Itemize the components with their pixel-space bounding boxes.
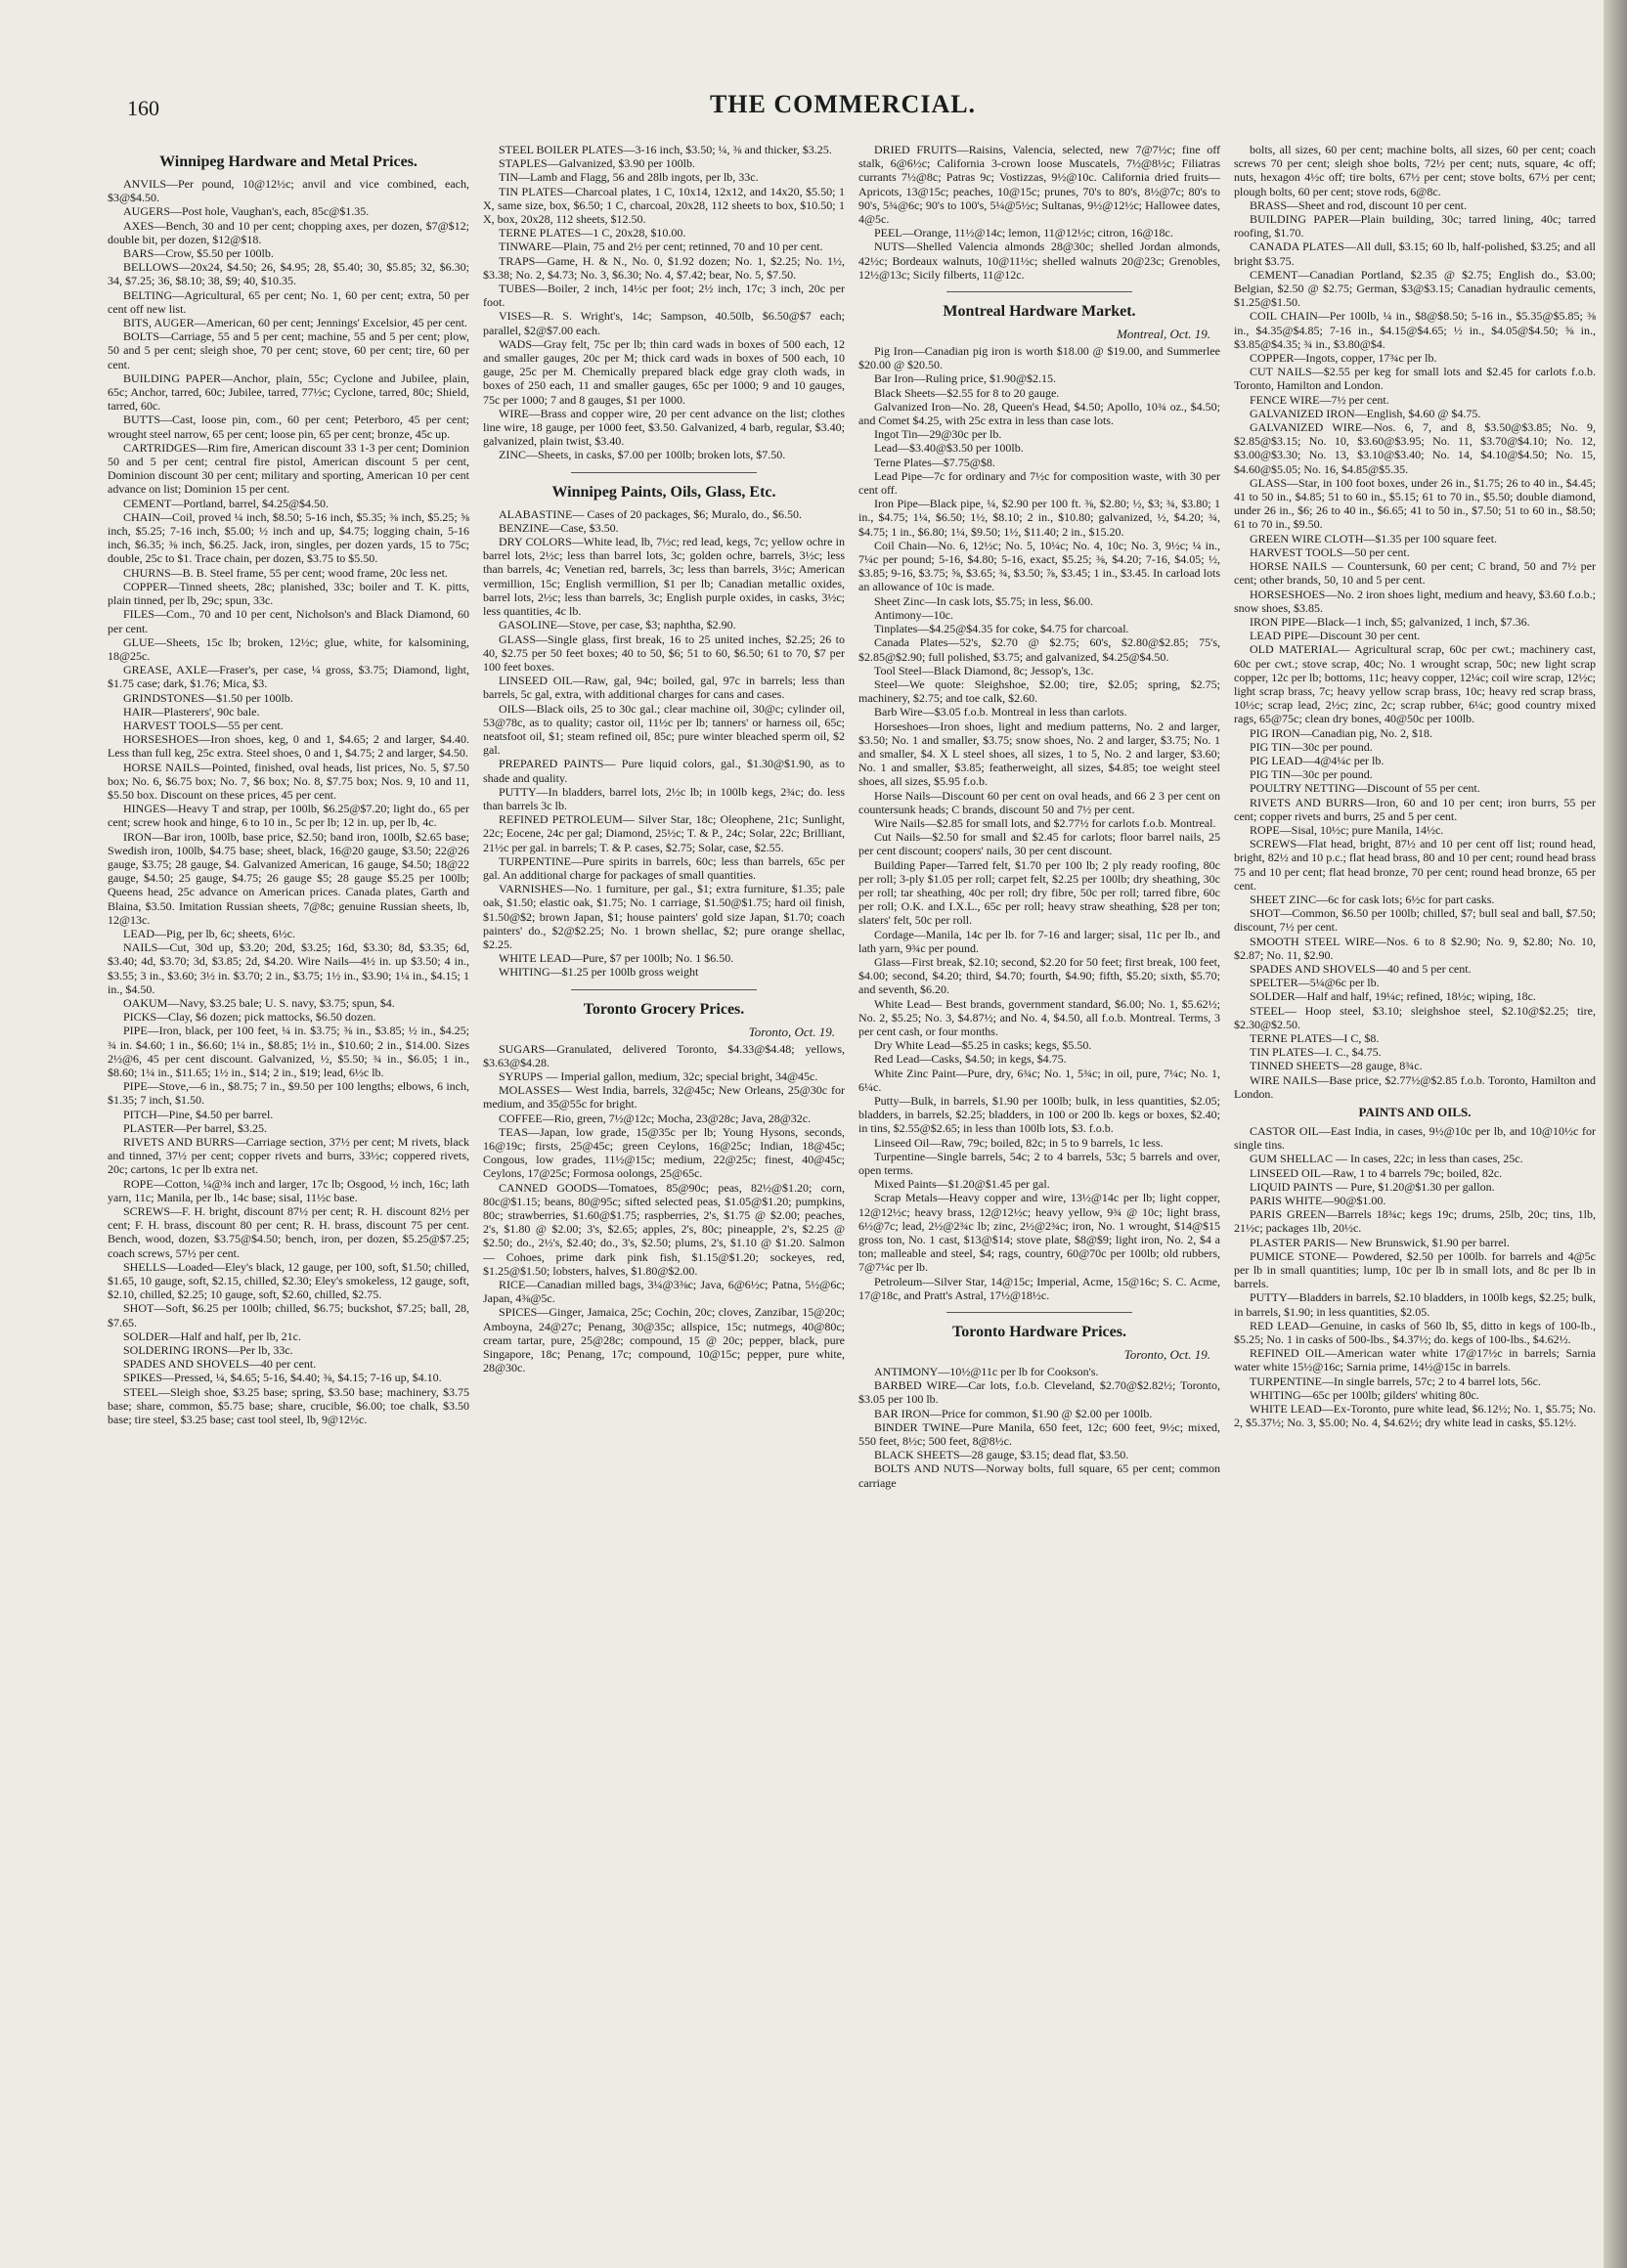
price-entry: HARVEST TOOLS—50 per cent. bbox=[1250, 545, 1410, 559]
price-entry: TIN PLATES—I. C., $4.75. bbox=[1250, 1045, 1382, 1060]
price-entry: Terne Plates—$7.75@$8. bbox=[874, 455, 995, 469]
price-entry: STEEL—Sleigh shoe, $3.25 base; spring, $3.50 base; machinery, $3.75 base; share, common, $5.75 base; share, crucible, $6.00; toe chalk, $3.50 base; tire steel, $3.25 base; cast tool steel, lb, 9@12½c. bbox=[108, 1384, 469, 1427]
price-entry: SPELTER—5¼@6c per lb. bbox=[1250, 976, 1380, 990]
price-entry: BINDER TWINE—Pure Manila, 650 feet, 12c; 600 feet, 9½c; mixed, 550 feet, 8½c; 500 feet, 8@8½c. bbox=[858, 1419, 1220, 1449]
price-entry: Lead—$3.40@$3.50 per 100lb. bbox=[874, 441, 1024, 456]
price-entry: STEEL BOILER PLATES—3-16 inch, $3.50; ¼, ⅜ and thicker, $3.25. bbox=[499, 143, 832, 156]
price-entry: Barb Wire—$3.05 f.o.b. Montreal in less than carlots. bbox=[874, 705, 1127, 720]
section-divider bbox=[946, 291, 1132, 292]
price-entry: OAKUM—Navy, $3.25 bale; U. S. navy, $3.75; spun, $4. bbox=[123, 995, 395, 1010]
price-entry: GLASS—Single glass, first break, 16 to 25 united inches, $2.25; 26 to 40, $2.75 per 50 feet boxes; 40 to 50, $6; 51 to 60, $6.50; 61 to 70, $7 per 100 feet boxes. bbox=[483, 632, 845, 674]
price-entry: PEEL—Orange, 11½@14c; lemon, 11@12½c; citron, 16@18c. bbox=[874, 226, 1173, 240]
price-entry: CASTOR OIL—East India, in cases, 9½@10c per lb, and 10@10½c for single tins. bbox=[1234, 1124, 1596, 1153]
price-entry: Sheet Zinc—In cask lots, $5.75; in less, $6.00. bbox=[874, 593, 1093, 608]
column-3 bbox=[858, 143, 1220, 2245]
price-entry: Wire Nails—$2.85 for small lots, and $2.77½ for carlots f.o.b. Montreal. bbox=[874, 815, 1216, 830]
price-entry: ALABASTINE— Cases of 20 packages, $6; Muralo, do., $6.50. bbox=[499, 506, 802, 521]
price-entry: HORSE NAILS — Countersunk, 60 per cent; C brand, 50 and 7½ per cent; other brands, 50, 10 and 5 per cent. bbox=[1234, 559, 1596, 588]
price-entry: SPADES AND SHOVELS—40 and 5 per cent. bbox=[1250, 961, 1472, 976]
price-entry: HORSESHOES—Iron shoes, keg, 0 and 1, $4.65; 2 and larger, $4.40. Less than full keg, 25c extra. Steel shoes, 0 and 1, $4.75; 2 and larger, $4.50. bbox=[108, 732, 469, 761]
section-title-paints-oils: PAINTS AND OILS. bbox=[1358, 1105, 1472, 1120]
price-entry: SPICES—Ginger, Jamaica, 25c; Cochin, 20c; cloves, Zanzibar, 15@20c; Amboyna, 24@27c; Penang, 30@35c; allspice, 15c; nutmegs, 40@80c; cream tartar, pure, 25@28c; compound, 15 @ 20c; pepper, black, pure Singapore, 18c; Penang, 17c; compound, 10@15c; pepper, pure white, 28@30c. bbox=[483, 1305, 845, 1375]
price-entry: CANADA PLATES—All dull, $3.15; 60 lb, half-polished, $3.25; and all bright $3.75. bbox=[1234, 240, 1596, 268]
price-entry: SPADES AND SHOVELS—40 per cent. bbox=[123, 1357, 317, 1372]
price-entry: PICKS—Clay, $6 dozen; pick mattocks, $6.50 dozen. bbox=[123, 1010, 376, 1025]
journal-title: THE COMMERCIAL. bbox=[709, 90, 977, 118]
price-entry: WHITE LEAD—Ex-Toronto, pure white lead, $6.12½; No. 1, $5.75; No. 2, $5.37½; No. 3, $5.00; No. 4, $4.62½; dry white lead in casks, $5.12½. bbox=[1234, 1402, 1596, 1430]
price-entry: HORSE NAILS—Pointed, finished, oval heads, list prices, No. 5, $7.50 box; No. 6, $6.75 box; No. 7, $6 box; No. 8, $7.75 box; Nos. 9, 10 and 11, $5.50 box. Discount on these prices, 45 per cent. bbox=[108, 760, 469, 802]
price-entry: PUTTY—Bladders in barrels, $2.10 bladders, in 100lb kegs, $2.25; bulk, in barrels, $1.90; in less quantities, $2.05. bbox=[1234, 1290, 1596, 1319]
price-entry: BITS, AUGER—American, 60 per cent; Jennings' Excelsior, 45 per cent. bbox=[123, 316, 467, 330]
section-toronto-hardware bbox=[858, 1365, 1220, 1490]
price-entry: REFINED PETROLEUM— Silver Star, 18c; Oleophene, 21c; Sunlight, 22c; Eocene, 24c per gal; Diamond, 25½c; T. & P., 24c; Solar, 22c; Brilliant, 21½c per gal. in barrels; T. & P. cases, $2.75; Solar, case, $2.55. bbox=[483, 812, 845, 854]
price-entry: Lead Pipe—7c for ordinary and 7½c for composition waste, with 30 per cent off. bbox=[858, 468, 1220, 498]
column-1 bbox=[108, 143, 469, 2245]
price-entry: RIVETS AND BURRS—Iron, 60 and 10 per cent; iron burrs, 55 per cent; copper rivets and burrs, 25 and 5 per cent. bbox=[1234, 795, 1596, 823]
price-entry: Red Lead—Casks, $4.50; in kegs, $4.75. bbox=[874, 1052, 1067, 1067]
price-entry: CEMENT—Canadian Portland, $2.35 @ $2.75; English do., $3.00; Belgian, $2.50 @ $2.75; German, $3@$3.15; Canadian hydraulic cements, $1.25@$1.50. bbox=[1234, 267, 1596, 310]
section-winnipeg-hardware-continued bbox=[483, 143, 845, 462]
price-entry: BLACK SHEETS—28 gauge, $3.15; dead flat, $3.50. bbox=[874, 1448, 1129, 1462]
price-entry: BOLTS—Carriage, 55 and 5 per cent; machine, 55 and 5 per cent; plow, 50 and 5 per cent; sleigh shoe, 70 per cent; stove, 60 per cent; tire, 60 per cent. bbox=[108, 329, 469, 371]
price-entry: SCREWS—Flat head, bright, 87½ and 10 per cent off list; round head, bright, 82½ and 10 p.c.; flat head brass, 80 and 10 per cent; round head brass 75 and 10 per cent; flat head bronze, 70 per cent; round head bronze, 65 per cent. bbox=[1234, 837, 1596, 893]
dateline-montreal: Montreal, Oct. 19. bbox=[1117, 327, 1210, 342]
price-entry: ROPE—Cotton, ¼@¾ inch and larger, 17c lb; Osgood, ½ inch, 16c; lath yarn, 11c; Manila, per lb., 14c base; sisal, 11½c base. bbox=[108, 1176, 469, 1204]
price-entry: White Lead— Best brands, government standard, $6.00; No. 1, $5.62½; No. 2, $5.25; No. 3, $4.87½; and No. 4, $4.50, all f.o.b. Montreal. Terms, 3 per cent cash, or four months. bbox=[858, 996, 1220, 1038]
dateline-toronto-grocery: Toronto, Oct. 19. bbox=[748, 1024, 835, 1039]
price-entry: LEAD—Pig, per lb, 6c; sheets, 6½c. bbox=[123, 926, 295, 940]
price-entry: CHURNS—B. B. Steel frame, 55 per cent; wood frame, 20c less net. bbox=[123, 565, 448, 580]
price-entry: SOLDER—Half and half, per lb, 21c. bbox=[123, 1329, 301, 1343]
price-entry: WIRE NAILS—Base price, $2.77½@$2.85 f.o.b. Toronto, Hamilton and London. bbox=[1234, 1072, 1596, 1101]
price-entry: Black Sheets—$2.55 for 8 to 20 gauge. bbox=[874, 385, 1060, 400]
section-divider bbox=[571, 989, 757, 990]
price-entry: bolts, all sizes, 60 per cent; machine bolts, all sizes, 60 per cent; coach screws 70 per cent; sleigh shoe bolts, 72½ per cent; nuts, square, 4c off; nuts, hexagon 4½c off; tire bolts, 67½ per cent; stove bolts, 67½ per cent; plough bolts, 60 per cent; stove rods, 6@8c. bbox=[1234, 143, 1596, 198]
price-entry: TUBES—Boiler, 2 inch, 14½c per foot; 2½ inch, 17c; 3 inch, 20c per foot. bbox=[483, 282, 845, 310]
page-header bbox=[117, 90, 1568, 129]
price-entry: ROPE—Sisal, 10½c; pure Manila, 14½c. bbox=[1250, 822, 1444, 837]
article-columns bbox=[108, 143, 1604, 2245]
section-divider bbox=[946, 1312, 1132, 1313]
price-entry: CANNED GOODS—Tomatoes, 85@90c; peas, 82½@$1.20; corn, 80c@$1.15; beans, 80@95c; sifted selected peas, $1.05@$1.20; pumpkins, 80c; strawberries, $1.60@$1.75; raspberries, 2's, $1.75 @ $2.00; peaches, 2's, $1.80 @ $2.00; 3's, $2.65; apples, 2's, 80c; pineapple, 2's, $2.25 @ $2.50; do., 2½'s, $2.40; do., 3's, $2.50; plums, 2's, $1.10 @ $1.20. Salmon — Cohoes, prime dark pink fish, $1.15@$1.20; sockeyes, red, $1.25@$1.50; lobsters, halves, $1.80@$2.00. bbox=[483, 1180, 845, 1278]
section-title-montreal-hardware: Montreal Hardware Market. bbox=[943, 303, 1136, 321]
price-entry: PARIS GREEN—Barrels 18¾c; kegs 19c; drums, 25lb, 20c; tins, 1lb, 21½c; packages 1lb, 20½c. bbox=[1234, 1207, 1596, 1236]
price-entry: TRAPS—Game, H. & N., No. 0, $1.92 dozen; No. 1, $2.25; No. 1½, $3.38; No. 2, $4.73; No. 3, $6.30; No. 4, $7.42; bear, No. 5, $7.50. bbox=[483, 253, 845, 282]
price-entry: Galvanized Iron—No. 28, Queen's Head, $4.50; Apollo, 10¾ oz., $4.50; and Comet $4.25, with 25c extra in less than case lots. bbox=[858, 399, 1220, 428]
price-entry: SCREWS—F. H. bright, discount 87½ per cent; R. H. discount 82½ per cent; F. H. brass, discount 80 per cent; R. H. brass, discount 75 per cent. Bench, wood, dozen, $3.75@$4.50; bench, iron, per dozen, $5.25@$7.25; coach screws, 57½ per cent. bbox=[108, 1204, 469, 1260]
price-entry: GLASS—Star, in 100 foot boxes, under 26 in., $1.75; 26 to 40 in., $4.45; 41 to 50 in., $4.85; 51 to 60 in., $5.15; 61 to 70 in., $5.50; double diamond, under 26 in., $6; 26 to 40 in., $6.65; 41 to 50 in., $7.50; 51 to 60 in., $8.50; 61 to 70 in., $9.50. bbox=[1234, 475, 1596, 532]
price-entry: COPPER—Tinned sheets, 28c; planished, 33c; boiler and T. K. pitts, plain tinned, per lb, 29c; spun, 33c. bbox=[108, 579, 469, 608]
column-2 bbox=[483, 143, 845, 2245]
price-entry: PITCH—Pine, $4.50 per barrel. bbox=[123, 1107, 274, 1121]
price-entry: White Zinc Paint—Pure, dry, 6¾c; No. 1, 5¾c; in oil, pure, 7¼c; No. 1, 6¼c. bbox=[858, 1066, 1220, 1094]
section-toronto-grocery bbox=[483, 1042, 845, 1375]
price-entry: Petroleum—Silver Star, 14@15c; Imperial, Acme, 15@16c; S. C. Acme, 17@18c, and Pratt's Astral, 17½@18½c. bbox=[858, 1274, 1220, 1302]
price-entry: Building Paper—Tarred felt, $1.70 per 100 lb; 2 ply ready roofing, 80c per roll; 3-ply $1.05 per roll; carpet felt, $2.25 per 100lb; dry sheathing, 30c per roll; tar sheathing, 40c per roll; dry fibre, 50c per roll; tarred fibre, 60c per roll; O.K. and I.X.L., 65c per roll; heavy straw sheathing, $28 per ton; slaters' felt, 50c per roll. bbox=[858, 857, 1220, 928]
price-entry: SOLDER—Half and half, 19¼c; refined, 18½c; wiping, 18c. bbox=[1250, 989, 1536, 1004]
price-entry: COFFEE—Rio, green, 7½@12c; Mocha, 23@28c; Java, 28@32c. bbox=[499, 1111, 812, 1125]
price-entry: GREASE, AXLE—Fraser's, per case, ¼ gross, $3.75; Diamond, light, $1.75 case; dark, $1.76; Mica, $3. bbox=[108, 663, 469, 691]
section-winnipeg-hardware bbox=[108, 177, 469, 1426]
price-entry: BOLTS AND NUTS—Norway bolts, full square, 65 per cent; common carriage bbox=[858, 1461, 1220, 1490]
section-dried-fruits bbox=[858, 143, 1220, 282]
price-entry: HAIR—Plasterers', 90c bale. bbox=[123, 704, 260, 719]
price-entry: BELLOWS—20x24, $4.50; 26, $4.95; 28, $5.40; 30, $5.85; 32, $6.30; 34, $7.25; 36, $8.10; 38, $9; 40, $10.35. bbox=[108, 260, 469, 288]
price-entry: SMOOTH STEEL WIRE—Nos. 6 to 8 $2.90; No. 9, $2.80; No. 10, $2.87; No. 11, $2.90. bbox=[1234, 934, 1596, 962]
price-entry: Tool Steel—Black Diamond, 8c; Jessop's, 13c. bbox=[874, 663, 1094, 677]
price-entry: TINNED SHEETS—28 gauge, 8¾c. bbox=[1250, 1059, 1423, 1073]
price-entry: IRON—Bar iron, 100lb, base price, $2.50; band iron, 100lb, $2.65 base; Swedish iron, 100lb, $4.75 base; sheet, black, 16@20 gauge, $3.50; 22@26 gauge, $3.75; 28 gauge, $4. Galvanized American, 16 gauge, $4.50; 18@22 gauge, $4.50; 25 gauge, $4.75; 26 gauge $5; 28 gauge $5.25 per 100lb; Queens head, 25c advance on American prices. Canada plates, Garth and Blaina, $3.50. Imitation Russian sheets, 7@8c; genuine Russian sheets, lb, 12@13c. bbox=[108, 829, 469, 927]
price-entry: PIG TIN—30c per pound. bbox=[1250, 739, 1373, 754]
price-entry: GLUE—Sheets, 15c lb; broken, 12½c; glue, white, for kalsomining, 18@25c. bbox=[108, 634, 469, 663]
price-entry: Coil Chain—No. 6, 12½c; No. 5, 10¼c; No. 4, 10c; No. 3, 9½c; ¼ in., 7¼c per pound; 5-16, $4.80; 5-16, exact, $5.25; ⅜, $4.20; 7-16, $4.05; ½, $3.85; 9-16, $3.75; ⅝, $3.65; ¾, $3.50; ⅞, $3.45; 1 in., $3.45. In carload lots an allowance of 10c is made. bbox=[858, 538, 1220, 594]
price-entry: LINSEED OIL—Raw, gal, 94c; boiled, gal, 97c in barrels; less than barrels, 5c gal, extra, with additional charges for cans and cases. bbox=[483, 674, 845, 702]
price-entry: Canada Plates—52's, $2.70 @ $2.75; 60's, $2.80@$2.85; 75's, $2.85@$2.90; full polished, $3.75; and galvanized, $4.25@$4.50. bbox=[858, 635, 1220, 664]
price-entry: PIPE—Iron, black, per 100 feet, ¼ in. $3.75; ⅜ in., $3.85; ½ in., $4.25; ¾ in. $4.60; 1 in., $6.60; 1¼ in., $8.85; 1½ in., $10.60; 2 in., $14.00. Sizes 2½@6, 45 per cent discount. Galvanized, ½, $5.50; ¾ in., $6.05; 1 in., $8.60; 1¼ in., $11.65; 1½ in., $14; 2 in., $19; lead, 6½c lb. bbox=[108, 1024, 469, 1079]
page-number: 160 bbox=[127, 96, 159, 120]
price-entry: FENCE WIRE—7½ per cent. bbox=[1250, 392, 1389, 407]
price-entry: HORSESHOES—No. 2 iron shoes light, medium and heavy, $3.60 f.o.b.; snow shoes, $3.85. bbox=[1234, 587, 1596, 615]
price-entry: HARVEST TOOLS—55 per cent. bbox=[123, 718, 284, 732]
price-entry: TURPENTINE—Pure spirits in barrels, 60c; less than barrels, 65c per gal. An additional charge for packages of small quantities. bbox=[483, 853, 845, 882]
section-title-winnipeg-hardware: Winnipeg Hardware and Metal Prices. bbox=[159, 153, 418, 170]
price-entry: Cut Nails—$2.50 for small and $2.45 for carlots; floor barrel nails, 25 per cent discount; coopers' nails, 30 per cent discount. bbox=[858, 830, 1220, 858]
price-entry: SHEET ZINC—6c for cask lots; 6½c for part casks. bbox=[1250, 892, 1495, 906]
price-entry: FILES—Com., 70 and 10 per cent, Nicholson's and Black Diamond, 60 per cent. bbox=[108, 607, 469, 635]
price-entry: PIG IRON—Canadian pig, No. 2, $18. bbox=[1250, 725, 1432, 740]
price-entry: COPPER—Ingots, copper, 17¾c per lb. bbox=[1250, 351, 1437, 366]
price-entry: PLASTER PARIS— New Brunswick, $1.90 per barrel. bbox=[1250, 1235, 1510, 1249]
price-entry: Dry White Lead—$5.25 in casks; kegs, $5.50. bbox=[874, 1038, 1092, 1053]
price-entry: SUGARS—Granulated, delivered Toronto, $4.33@$4.48; yellows, $3.63@$4.28. bbox=[483, 1041, 845, 1069]
price-entry: Pig Iron—Canadian pig iron is worth $18.00 @ $19.00, and Summerlee $20.00 @ $20.50. bbox=[858, 344, 1220, 372]
price-entry: HINGES—Heavy T and strap, per 100lb, $6.25@$7.20; light do., 65 per cent; screw hook and hinge, 6 to 10 in., 5c per lb; 12 in. up, per lb, 4c. bbox=[108, 802, 469, 830]
price-entry: TERNE PLATES—I C, $8. bbox=[1250, 1031, 1380, 1045]
price-entry: DRIED FRUITS—Raisins, Valencia, selected, new 7@7½c; fine off stalk, 6@6½c; California 3-crown loose Muscatels, 7½@8½c; Filiatras currants 7½@8c; Patras 9c; Vostizzas, 9½@10c. California dried fruits—Apricots, 13@15c; peaches, 10@15c; prunes, 70's to 80's, 8½@7c; 80's to 90's, 5¾@6c; 90's to 100's, 5¼@5½c; Sultanas, 9½@12½c; Hallowee dates, 4@5c. bbox=[858, 143, 1220, 227]
price-entry: Linseed Oil—Raw, 79c; boiled, 82c; in 5 to 9 barrels, 1c less. bbox=[874, 1135, 1164, 1150]
price-entry: PLASTER—Per barrel, $3.25. bbox=[123, 1120, 267, 1135]
price-entry: CUT NAILS—$2.55 per keg for small lots and $2.45 for carlots f.o.b. Toronto, Hamilton and London. bbox=[1234, 365, 1596, 393]
price-entry: SPIKES—Pressed, ¼, $4.65; 5-16, $4.40; ⅜, $4.15; 7-16 up, $4.10. bbox=[123, 1371, 442, 1385]
price-entry: PIPE—Stove,—6 in., $8.75; 7 in., $9.50 per 100 lengths; elbows, 6 inch, $1.35; 7 inch, $1.50. bbox=[108, 1079, 469, 1108]
price-entry: NAILS—Cut, 30d up, $3.20; 20d, $3.25; 16d, $3.30; 8d, $3.35; 6d, $3.40; 4d, $3.70; 3d, $3.85; 2d, $4.20. Wire Nails—4½ in. up $3.50; 4 in., $3.55; 3 in., $3.60; 3½ in. $3.70; 2 in., $3.75; 1½ in., $3.90; 1¼ in., $4.15; 1 in., $4.50. bbox=[108, 940, 469, 996]
price-entry: Putty—Bulk, in barrels, $1.90 per 100lb; bulk, in less quantities, $2.05; bladders, in barrels, $2.25; bladders, in 100 or 200 lb. kegs or boxes, $2.40; in tins, $2.55@$2.65; in less than 100lb lots, $3. f.o.b. bbox=[858, 1094, 1220, 1136]
price-entry: SOLDERING IRONS—Per lb, 33c. bbox=[123, 1343, 293, 1358]
price-entry: TIN—Lamb and Flagg, 56 and 28lb ingots, per lb, 33c. bbox=[499, 170, 759, 185]
price-entry: CEMENT—Portland, barrel, $4.25@$4.50. bbox=[123, 496, 330, 510]
price-entry: BARS—Crow, $5.50 per 100lb. bbox=[123, 246, 274, 261]
price-entry: Mixed Paints—$1.20@$1.45 per gal. bbox=[874, 1177, 1050, 1192]
price-entry: GALVANIZED WIRE—Nos. 6, 7, and 8, $3.50@$3.85; No. 9, $2.85@$3.15; No. 10, $3.60@$3.95; No. 11, $3.70@$4.10; No. 12, $3.00@$3.30; No. 13, $3.10@$3.40; No. 14, $4.10@$4.50; No. 15, $4.60@$5.05; No. 16, $4.85@$5.35. bbox=[1234, 420, 1596, 476]
price-entry: NUTS—Shelled Valencia almonds 28@30c; shelled Jordan almonds, 42½c; Bordeaux walnuts, 10@11½c; shelled walnuts 20@23c; Grenobles, 12½@13c; Sicily filberts, 11@12c. bbox=[858, 240, 1220, 282]
column-4 bbox=[1234, 143, 1596, 2245]
price-entry: PUMICE STONE— Powdered, $2.50 per 100lb. for barrels and 4@5c per lb in small quantities; lump, 10c per lb in small lots, and 8c per lb in barrels. bbox=[1234, 1248, 1596, 1291]
price-entry: GUM SHELLAC — In cases, 22c; in less than cases, 25c. bbox=[1250, 1152, 1523, 1166]
price-entry: WHITING—$1.25 per 100lb gross weight bbox=[499, 965, 699, 980]
price-entry: MOLASSES— West India, barrels, 32@45c; New Orleans, 25@30c for medium, and 35@55c for bright. bbox=[483, 1083, 845, 1112]
section-title-toronto-grocery: Toronto Grocery Prices. bbox=[583, 1000, 745, 1018]
price-entry: DRY COLORS—White lead, lb, 7½c; red lead, kegs, 7c; yellow ochre in barrel lots, 2½c; less than barrel lots, 3c; golden ochre, barrels, 3½c; less than barrels, 4c; Venetian red, barrels, 3c; less than barrels, 3½c; American vermillion, 15c; English vermillion, $1 per lb; Canadian metallic oxides, barrel lots, 2½c; less than barrels, 3c; English purple oxides, in casks, 3½c; less quantities, 4c lb. bbox=[483, 535, 845, 619]
price-entry: BARBED WIRE—Car lots, f.o.b. Cleveland, $2.70@$2.82½; Toronto, $3.05 per 100 lb. bbox=[858, 1378, 1220, 1407]
price-entry: Ingot Tin—29@30c per lb. bbox=[874, 427, 1002, 442]
price-entry: Antimony—10c. bbox=[874, 607, 953, 622]
price-entry: CHAIN—Coil, proved ¼ inch, $8.50; 5-16 inch, $5.35; ⅜ inch, $5.25; ⅝ inch, $5.25; 7-16 inch, $5.00; ½ inch and up, $4.75; logging chain, 5-16 inch, $6.35; ⅜ inch, $6.25. Jack, iron, singles, per dozen yards, 15 to 75c; double, 25c to $1. Trace chain, per dozen, $3.75 to $5.50. bbox=[108, 509, 469, 566]
section-paints-oils bbox=[1234, 1124, 1596, 1429]
price-entry: WIRE—Brass and copper wire, 20 per cent advance on the list; clothes line wire, 18 gauge, per 1000 feet, $3.50. Galvanized, 4 barb, regular, $3.40; galvanized, plain twist, $3.40. bbox=[483, 406, 845, 449]
price-entry: OILS—Black oils, 25 to 30c gal.; clear machine oil, 30@c; cylinder oil, 53@78c, as to quality; castor oil, 11½c per lb; tanners' or harness oil, 65c; neatsfoot oil, $1; steam refined oil, 85c; pure winter bleached sperm oil, $2 gal. bbox=[483, 701, 845, 758]
price-entry: Iron Pipe—Black pipe, ¼, $2.90 per 100 ft. ⅜, $2.80; ½, $3; ¾, $3.80; 1 in., $4.75; 1¼, $6.50; 1½, $8.10; 2 in., $10.80; galvanized, ½, $4.20; ¾, $4.75; 1 in., $6.80; 1¼, $9.50; 1½, $11.40; 2 in., $15.20. bbox=[858, 497, 1220, 539]
price-entry: ANTIMONY—10½@11c per lb for Cookson's. bbox=[874, 1365, 1099, 1379]
price-entry: OLD MATERIAL— Agricultural scrap, 60c per cwt.; machinery cast, 60c per cwt.; stove scrap, 40c; No. 1 wrought scrap, 50c; new light scrap copper, 12c per lb; bottoms, 11c; heavy copper, 12¼c; coil wire scrap, 12½c; light scrap brass, 7c; heavy yellow scrap brass, 10c; heavy red scrap brass, 10½c; scrap lead, 2½c; zinc, 2c; scrap rubber, 6¼c; good country mixed rags, 65@75c; clean dry bones, 40@50c per 100lb. bbox=[1234, 642, 1596, 726]
price-entry: WHITE LEAD—Pure, $7 per 100lb; No. 1 $6.50. bbox=[499, 951, 734, 966]
price-entry: Horseshoes—Iron shoes, light and medium patterns, No. 2 and larger, $3.50; No. 1 and smaller, $3.75; snow shoes, No. 2 and larger, $3.75; No. 1 and smaller, $4. X L steel shoes, all sizes, 1 to 5, No. 2 and larger, $3.60; No. 1 and smaller, $3.85; featherweight, all sizes, $4.85; toe weight steel shoes, all sizes, $5.95 f.o.b. bbox=[858, 719, 1220, 789]
price-entry: Tinplates—$4.25@$4.35 for coke, $4.75 for charcoal. bbox=[874, 622, 1129, 636]
price-entry: PIG TIN—30c per pound. bbox=[1250, 767, 1373, 782]
price-entry: TINWARE—Plain, 75 and 2½ per cent; retinned, 70 and 10 per cent. bbox=[499, 240, 823, 254]
price-entry: IRON PIPE—Black—1 inch, $5; galvanized, 1 inch, $7.36. bbox=[1250, 614, 1530, 629]
price-entry: Turpentine—Single barrels, 54c; 2 to 4 barrels, 53c; 5 barrels and over, open terms. bbox=[858, 1149, 1220, 1178]
section-divider bbox=[571, 472, 757, 473]
price-entry: SYRUPS — Imperial gallon, medium, 32c; special bright, 34@45c. bbox=[499, 1069, 818, 1083]
section-winnipeg-paints bbox=[483, 507, 845, 980]
price-entry: VARNISHES—No. 1 furniture, per gal., $1; extra furniture, $1.35; pale oak, $1.50; elastic oak, $1.75; No. 1 carriage, $1.50@$1.75; hard oil finish, $1.50@$2; brown Japan, $1; house painters' gold size Japan, $1.70; coach painters' do., $2@$2.25; No. 1 brown shellac, $2; pure orange shellac, $2.25. bbox=[483, 882, 845, 951]
price-entry: LINSEED OIL—Raw, 1 to 4 barrels 79c; boiled, 82c. bbox=[1250, 1165, 1503, 1180]
price-entry: TURPENTINE—In single barrels, 57c; 2 to 4 barrel lots, 56c. bbox=[1250, 1374, 1541, 1388]
section-montreal-hardware bbox=[858, 344, 1220, 1302]
section-title-winnipeg-paints: Winnipeg Paints, Oils, Glass, Etc. bbox=[551, 483, 776, 501]
price-entry: Horse Nails—Discount 60 per cent on oval heads, and 66 2 3 per cent on countersunk heads; C brands, discount 50 and 7½ per cent. bbox=[858, 788, 1220, 816]
price-entry: GREEN WIRE CLOTH—$1.35 per 100 square feet. bbox=[1250, 531, 1498, 545]
price-entry: REFINED OIL—American water white 17@17½c in barrels; Sarnia water white 15½@16c; Sarnia prime, 14½@15c in barrels. bbox=[1234, 1346, 1596, 1374]
price-entry: POULTRY NETTING—Discount of 55 per cent. bbox=[1250, 781, 1480, 796]
price-entry: GRINDSTONES—$1.50 per 100lb. bbox=[123, 690, 293, 705]
price-entry: SHOT—Common, $6.50 per 100lb; chilled, $7; bull seal and ball, $7.50; discount, 7½ per cent. bbox=[1234, 906, 1596, 935]
price-entry: PIG LEAD—4@4¼c per lb. bbox=[1250, 753, 1385, 767]
price-entry: PARIS WHITE—90@$1.00. bbox=[1250, 1194, 1386, 1208]
price-entry: Glass—First break, $2.10; second, $2.20 for 50 feet; first break, 100 feet, $4.00; second, $4.20; third, $4.70; fourth, $4.90; fifth, $5.20; sixth, $5.70; and seventh, $6.20. bbox=[858, 954, 1220, 997]
price-entry: ANVILS—Per pound, 10@12½c; anvil and vice combined, each, $3@$4.50. bbox=[108, 177, 469, 205]
section-toronto-hardware-continued bbox=[1234, 143, 1596, 1101]
price-entry: PUTTY—In bladders, barrel lots, 2½c lb; in 100lb kegs, 2¾c; do. less than barrels 3c lb. bbox=[483, 784, 845, 812]
price-entry: Steel—We quote: Sleighshoe, $2.00; tire, $2.05; spring, $2.75; machinery, $2.75; and toe calk, $2.60. bbox=[858, 676, 1220, 706]
price-entry: BRASS—Sheet and rod, discount 10 per cent. bbox=[1250, 197, 1467, 212]
price-entry: Scrap Metals—Heavy copper and wire, 13½@14c per lb; light copper, 12@12½c; heavy brass, 12@12½c; heavy yellow, 9¾ @ 10c; light brass, 6½@7c; lead, 2½@2¾c lb; zinc, 2½@2¾c; iron, No. 1 wrought, $14@$15 gross ton, No. 1 cast, $13@$14; stove plate, $8@$9; light iron, No. 2, $4 a ton; malleable and steel, $4; rags, country, 60@70c per 100lb; old rubbers, 7@7¼c per lb. bbox=[858, 1191, 1220, 1275]
price-entry: BUTTS—Cast, loose pin, com., 60 per cent; Peterboro, 45 per cent; wrought steel narrow, 65 per cent; loose pin, 65 per cent; bronze, 45c up. bbox=[108, 413, 469, 441]
price-entry: BAR IRON—Price for common, $1.90 @ $2.00 per 100lb. bbox=[874, 1406, 1153, 1420]
page-edge-shadow bbox=[1604, 0, 1627, 2268]
price-entry: TERNE PLATES—1 C, 20x28, $10.00. bbox=[499, 226, 686, 240]
price-entry: TIN PLATES—Charcoal plates, 1 C, 10x14, 12x12, and 14x20, $5.50; 1 X, same size, box, $6.50; 1 C, charcoal, 20x28, 112 sheets to box, $10.50; 1 X, box, 20x28, 112 sheets, $12.50. bbox=[483, 184, 845, 227]
price-entry: GASOLINE—Stove, per case, $3; naphtha, $2.90. bbox=[499, 618, 736, 632]
price-entry: GALVANIZED IRON—English, $4.60 @ $4.75. bbox=[1250, 406, 1481, 420]
price-entry: WADS—Gray felt, 75c per lb; thin card wads in boxes of 500 each, 12 and smaller gauges, 20c per M; thick card wads in boxes of 500 each, 10 gauge, 25c per M. Chemically prepared black edge gray cloth wads, in boxes of 250 each, 11 and smaller gauges, 65c per 1000; 9 and 10 gauges, 75c per 1000; 7 and 8 gauges, $1 per 1000. bbox=[483, 336, 845, 407]
price-entry: RICE—Canadian milled bags, 3¼@3⅜c; Java, 6@6½c; Patna, 5½@6c; Japan, 4⅜@5c. bbox=[483, 1278, 845, 1306]
dateline-toronto-hardware: Toronto, Oct. 19. bbox=[1123, 1347, 1210, 1363]
price-entry: PREPARED PAINTS— Pure liquid colors, gal., $1.30@$1.90, as to shade and quality. bbox=[483, 757, 845, 785]
price-entry: SHOT—Soft, $6.25 per 100lb; chilled, $6.75; buckshot, $7.25; ball, 28, $7.65. bbox=[108, 1301, 469, 1330]
price-entry: WHITING—65c per 100lb; gilders' whiting 80c. bbox=[1250, 1387, 1479, 1402]
price-entry: BUILDING PAPER—Anchor, plain, 55c; Cyclone and Jubilee, plain, 65c; Anchor, tarred, 60c; Jubilee, tarred, 77½c; Cyclone, tarred, 80c; Shield, tarred, 60c. bbox=[108, 371, 469, 414]
price-entry: AUGERS—Post hole, Vaughan's, each, 85c@$1.35. bbox=[123, 204, 370, 219]
price-entry: STEEL— Hoop steel, $3.10; sleighshoe steel, $2.10@$2.25; tire, $2.30@$2.50. bbox=[1234, 1003, 1596, 1031]
section-title-toronto-hardware: Toronto Hardware Prices. bbox=[952, 1324, 1126, 1341]
price-entry: SHELLS—Loaded—Eley's black, 12 gauge, per 100, soft, $1.50; chilled, $1.65, 10 gauge, soft, $2.15, chilled, $2.30; Eley's smokeless, 12 gauge, soft, $2.10, chilled, $2.25; 10 gauge, soft, $2.60, chilled, $2.75. bbox=[108, 1259, 469, 1302]
price-entry: BENZINE—Case, $3.50. bbox=[499, 520, 619, 535]
price-entry: LIQUID PAINTS — Pure, $1.20@$1.30 per gallon. bbox=[1250, 1179, 1495, 1194]
price-entry: STAPLES—Galvanized, $3.90 per 100lb. bbox=[499, 156, 696, 171]
price-entry: RIVETS AND BURRS—Carriage section, 37½ per cent; M rivets, black and tinned, 37½ per cent; copper rivets and burrs, 33½c; coppered rivets, 20c; cartons, 1c per lb extra net. bbox=[108, 1135, 469, 1177]
price-entry: RED LEAD—Genuine, in casks of 560 lb, $5, ditto in kegs of 100-lb., $5.25; No. 1 in casks of 500-lbs., $4.37½; do. kegs of 100-lbs., $4.62½. bbox=[1234, 1318, 1596, 1347]
price-entry: AXES—Bench, 30 and 10 per cent; chopping axes, per dozen, $7@$12; double bit, per dozen, $12@$18. bbox=[108, 218, 469, 246]
price-entry: ZINC—Sheets, in casks, $7.00 per 100lb; broken lots, $7.50. bbox=[499, 448, 786, 462]
price-entry: COIL CHAIN—Per 100lb, ¼ in., $8@$8.50; 5-16 in., $5.35@$5.85; ⅜ in., $4.35@$4.85; 7-16 in., $4.15@$4.65; ½ in., $4.05@$4.50; ⅝ in., $3.85@$4.35; ¾ in., $3.80@$4. bbox=[1234, 309, 1596, 351]
price-entry: TEAS—Japan, low grade, 15@35c per lb; Young Hysons, seconds, 16@19c; firsts, 25@45c; green Ceylons, 16@25c; Indian, 18@45c; Congous, low grades, 11½@15c; medium, 22@25c; finest, 40@45c; Ceylons, 17@25c; Formosa oolongs, 25@65c. bbox=[483, 1124, 845, 1181]
price-entry: Cordage—Manila, 14c per lb. for 7-16 and larger; sisal, 11c per lb., and lath yarn, 9¾c per pound. bbox=[858, 927, 1220, 955]
price-entry: LEAD PIPE—Discount 30 per cent. bbox=[1250, 629, 1421, 643]
price-entry: CARTRIDGES—Rim fire, American discount 33 1-3 per cent; Dominion 50 and 5 per cent; central fire pistol, American discount 5 per cent, Dominion discount 30 per cent; military and sporting, American 10 per cent advance on list; Dominion 15 per cent. bbox=[108, 440, 469, 497]
price-entry: BUILDING PAPER—Plain building, 30c; tarred lining, 40c; tarred roofing, $1.70. bbox=[1234, 212, 1596, 240]
price-entry: Bar Iron—Ruling price, $1.90@$2.15. bbox=[874, 371, 1057, 386]
price-entry: VISES—R. S. Wright's, 14c; Sampson, 40.50lb, $6.50@$7 each; parallel, $2@$7.00 each. bbox=[483, 309, 845, 337]
price-entry: BELTING—Agricultural, 65 per cent; No. 1, 60 per cent; extra, 50 per cent off new list. bbox=[108, 287, 469, 316]
